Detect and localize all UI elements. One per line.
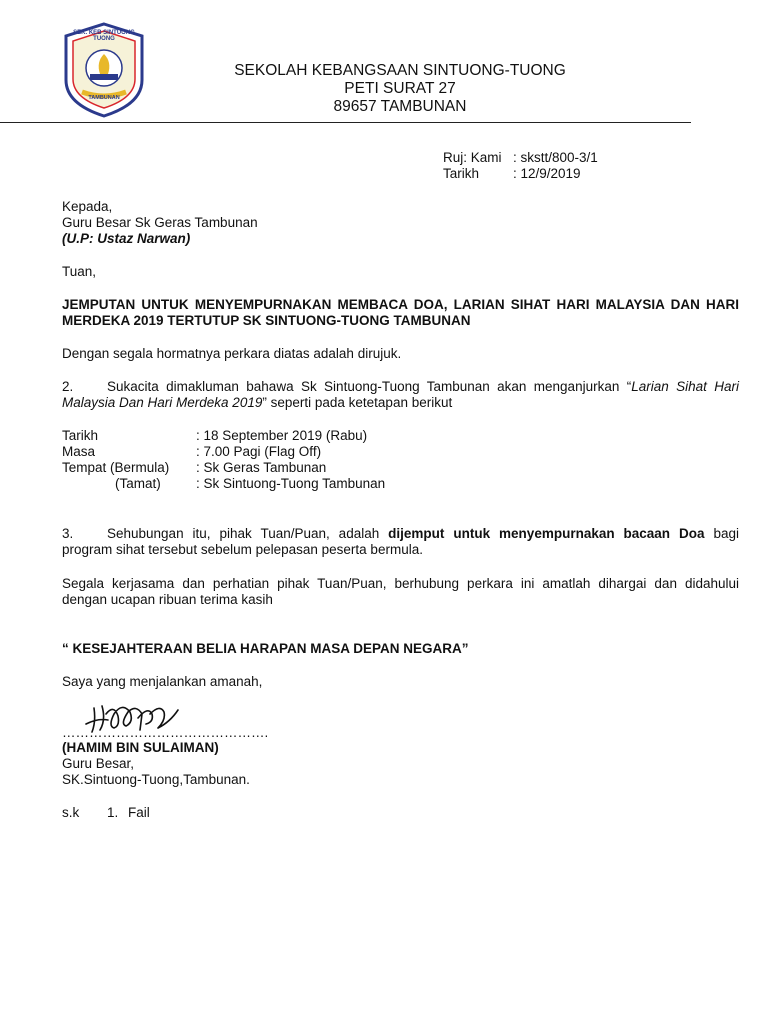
paragraph-2-event-name-cont: Malaysia Dan Hari Merdeka 2019 [62, 395, 263, 410]
school-address-line1: PETI SURAT 27 [344, 80, 456, 97]
detail-label-start: Tempat (Bermula) [62, 460, 170, 475]
paragraph-2-text: Sukacita dimakluman bahawa Sk Sintuong-Tuong Tambunan akan menganjurkan “ [107, 379, 632, 394]
reference-label: Ruj: Kami [443, 150, 502, 165]
recipient-salutation: Kepada, [62, 199, 113, 214]
subject-line2: MERDEKA 2019 TERTUTUP SK SINTUONG-TUONG TAMBUNAN [62, 313, 471, 328]
recipient-name: Guru Besar Sk Geras Tambunan [62, 215, 258, 230]
subject-line1: JEMPUTAN UNTUK MENYEMPURNAKAN MEMBACA DOA, LARIAN SIHAT HARI MALAYSIA DAN HARI [62, 297, 739, 312]
signatory-school: SK.Sintuong-Tuong,Tambunan. [62, 772, 250, 787]
paragraph-4-line2: dengan ucapan ribuan terima kasih [62, 592, 273, 607]
cc-item: Fail [128, 805, 150, 820]
reference-value: : skstt/800-3/1 [513, 150, 598, 165]
paragraph-2-line1 [107, 379, 739, 395]
logo-text-bottom: TAMBUNAN [88, 95, 120, 101]
cc-label: s.k [62, 805, 80, 820]
paragraph-3-text: Sehubungan itu, pihak Tuan/Puan, adalah [107, 526, 389, 541]
recipient-attention: (U.P: Ustaz Narwan) [62, 231, 191, 246]
paragraph-2-text-end: ” seperti pada ketetapan berikut [262, 395, 453, 410]
school-name: SEKOLAH KEBANGSAAN SINTUONG-TUONG [234, 62, 566, 79]
date-value: : 12/9/2019 [513, 166, 581, 181]
signatory-name: (HAMIM BIN SULAIMAN) [62, 740, 219, 755]
motto: “ KESEJAHTERAAN BELIA HARAPAN MASA DEPAN NEGARA” [62, 641, 469, 656]
cc-item-number: 1. [107, 805, 119, 820]
logo-text-top: SEK. KEB SINTUONG TUONG [73, 30, 135, 42]
date-label: Tarikh [443, 166, 480, 181]
greeting: Tuan, [62, 264, 97, 279]
detail-value-date: : 18 September 2019 (Rabu) [196, 428, 368, 443]
detail-label-end: (Tamat) [115, 476, 161, 491]
paragraph-4-line1: Segala kerjasama dan perhatian pihak Tuan/Puan, berhubung perkara ini amatlah dihargai dan didahului [62, 576, 739, 591]
paragraph-3-line1 [107, 526, 739, 542]
paragraph-3-bold-text: dijemput untuk menyempurnakan bacaan Doa [388, 526, 705, 541]
school-address-line2: 89657 TAMBUNAN [333, 98, 467, 115]
closing-phrase: Saya yang menjalankan amanah, [62, 674, 263, 689]
detail-label-date: Tarikh [62, 428, 99, 443]
paragraph-2-event-name: Larian Sihat Hari [631, 379, 739, 394]
detail-label-time: Masa [62, 444, 96, 459]
letterhead-divider [0, 122, 691, 123]
paragraph-3-text-end: bagi [704, 526, 739, 541]
paragraph-1: Dengan segala hormatnya perkara diatas adalah dirujuk. [62, 346, 402, 361]
paragraph-2-number: 2. [62, 379, 74, 394]
paragraph-2-line2 [62, 395, 452, 411]
detail-value-start: : Sk Geras Tambunan [196, 460, 327, 475]
detail-value-end: : Sk Sintuong-Tuong Tambunan [196, 476, 386, 491]
paragraph-3-number: 3. [62, 526, 74, 541]
paragraph-3-line2: program sihat tersebut sebelum pelepasan peserta bermula. [62, 542, 423, 557]
detail-value-time: : 7.00 Pagi (Flag Off) [196, 444, 322, 459]
signature-dotted-line: ………………………………………. [62, 725, 269, 740]
signatory-title: Guru Besar, [62, 756, 135, 771]
